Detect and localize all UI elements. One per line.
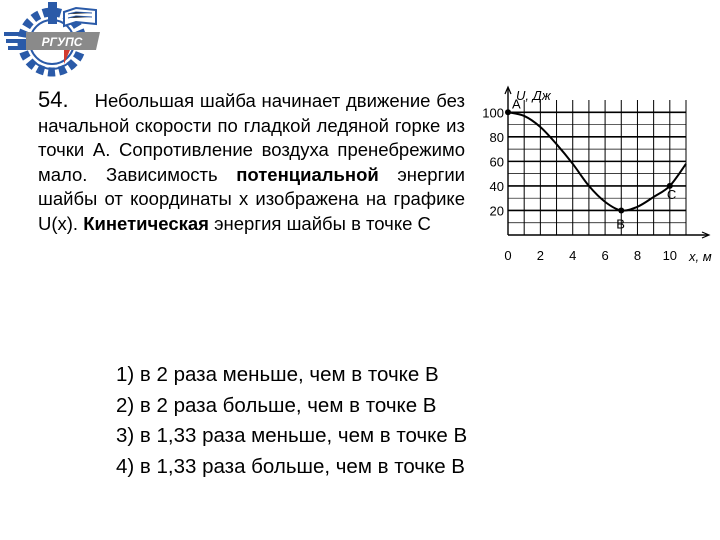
potential-energy-chart xyxy=(476,84,716,272)
problem-text-part2: энергии шайбы от координаты х изображена на графике U(x). xyxy=(38,163,465,234)
answer-options xyxy=(116,360,467,482)
x-axis-label: x, м xyxy=(689,249,712,264)
x-tick-label: 8 xyxy=(633,248,642,263)
answer-option-4[interactable]: 4) в 1,33 раза больше, чем в точке В xyxy=(116,454,465,478)
problem-statement xyxy=(38,88,465,236)
university-logo xyxy=(4,2,104,84)
x-tick-label: 2 xyxy=(536,248,544,263)
x-tick-label: 10 xyxy=(662,248,678,263)
y-tick-label: 40 xyxy=(489,178,504,194)
problem-bold-potential: потенциальной xyxy=(236,163,379,185)
x-tick-label: 0 xyxy=(504,248,512,263)
logo-text: РГУПС xyxy=(41,35,83,49)
point-label-c: C xyxy=(666,186,677,202)
point-label-a: A xyxy=(512,96,521,112)
y-tick-label: 100 xyxy=(482,105,504,121)
point-b xyxy=(618,207,624,213)
answer-option-3[interactable]: 3) в 1,33 раза меньше, чем в точке В xyxy=(116,424,468,447)
y-tick-label: 60 xyxy=(489,154,504,170)
y-tick-label: 80 xyxy=(489,129,504,145)
x-tick-label: 4 xyxy=(569,248,577,263)
x-tick-label: 6 xyxy=(601,248,609,263)
point-label-b: B xyxy=(616,216,625,232)
answer-option-1[interactable]: 1) в 2 раза меньше, чем в точке В xyxy=(116,363,439,386)
y-tick-label: 20 xyxy=(489,203,504,219)
answer-option-2[interactable]: 2) в 2 раза больше, чем в точке В xyxy=(116,393,437,417)
point-a xyxy=(505,109,511,115)
problem-bold-kinetic: Кинетическая xyxy=(83,212,209,234)
problem-number: 54. xyxy=(38,87,69,112)
problem-text-part1: Небольшая шайба начинает движение без начальной скорости по гладкой ледяной горке из точки А. Сопротивление воздуха пренебрежимо мало. Зависимость xyxy=(38,90,465,185)
problem-text-part3: энергия шайбы в точке С xyxy=(208,212,431,234)
y-axis-label: U, Дж xyxy=(516,88,551,103)
